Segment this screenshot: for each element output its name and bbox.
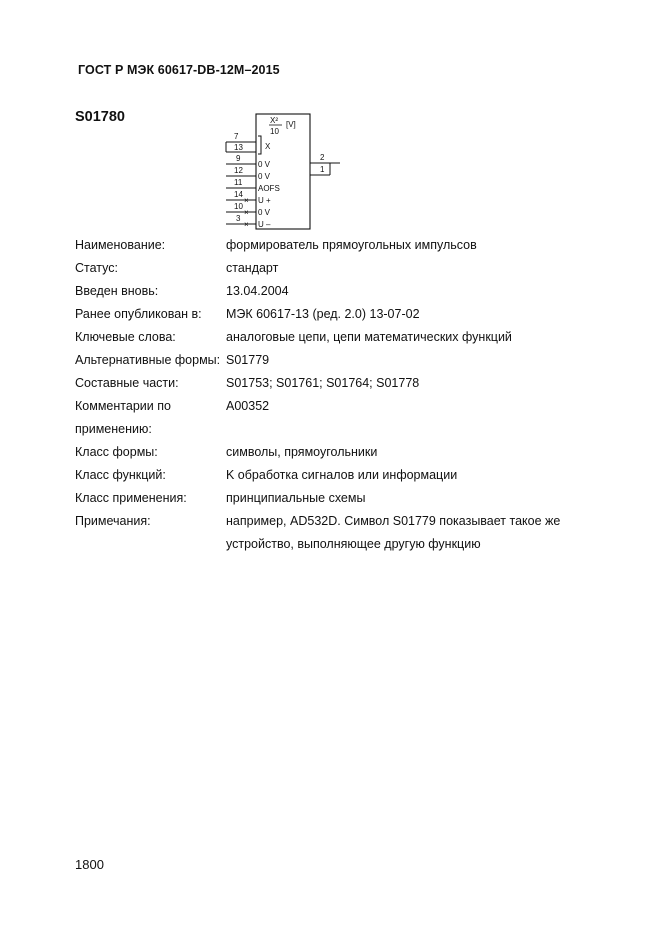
property-value: K обработка сигналов или информации <box>226 468 458 482</box>
property-label: Класс формы: <box>75 445 158 459</box>
property-row <box>75 487 595 510</box>
symbol-diagram <box>224 112 344 232</box>
pin-7: 7 <box>234 132 239 141</box>
property-row <box>75 303 595 326</box>
inner-label-aofs: AOFS <box>258 184 280 193</box>
property-label: Класс функций: <box>75 468 166 482</box>
page-number: 1800 <box>75 857 104 872</box>
pin-10: 10 <box>234 202 243 211</box>
property-label: Введен вновь: <box>75 284 159 298</box>
property-label: Наименование: <box>75 238 166 252</box>
x-mark-1: × <box>244 196 249 205</box>
inner-label-u-plus: U + <box>258 196 271 205</box>
property-value: стандарт <box>226 261 279 275</box>
symbol-code: S01780 <box>75 109 125 125</box>
inner-label-0v-1: 0 V <box>258 160 271 169</box>
property-label: Ключевые слова: <box>75 330 176 344</box>
property-row <box>75 257 595 280</box>
pin-12: 12 <box>234 166 243 175</box>
pin-11: 11 <box>234 178 243 187</box>
pin-9: 9 <box>236 154 241 163</box>
property-label: Комментарии по применению: <box>75 399 171 436</box>
property-value: S01753; S01761; S01764; S01778 <box>226 376 420 390</box>
pin-2: 2 <box>320 153 325 162</box>
property-row <box>75 349 595 372</box>
pin-14: 14 <box>234 190 243 199</box>
property-label: Класс применения: <box>75 491 187 505</box>
pin-3: 3 <box>236 214 241 223</box>
symbol-top-unit: [V] <box>286 120 296 129</box>
inner-label-x: X <box>265 142 271 151</box>
property-label: Ранее опубликован в: <box>75 307 202 321</box>
property-value: принципиальные схемы <box>226 491 366 505</box>
property-row <box>75 234 595 257</box>
property-label: Примечания: <box>75 514 151 528</box>
property-label: Составные части: <box>75 376 179 390</box>
property-value: например, AD532D. Символ S01779 показывает такое же устройство, выполняющее другую функцию <box>226 514 561 551</box>
symbol-top-number: 10 <box>270 127 279 136</box>
x-mark-3: × <box>244 220 249 229</box>
pin-13: 13 <box>234 143 243 152</box>
property-value: МЭК 60617-13 (ред. 2.0) 13-07-02 <box>226 307 420 321</box>
inner-label-u-minus: U – <box>258 220 271 229</box>
pin-1: 1 <box>320 165 325 174</box>
property-row <box>75 280 595 303</box>
document-header: ГОСТ Р МЭК 60617-DB-12M–2015 <box>78 63 280 77</box>
inner-label-0v-3: 0 V <box>258 208 271 217</box>
x-mark-2: × <box>244 208 249 217</box>
property-row <box>75 326 595 349</box>
property-value: A00352 <box>226 399 270 413</box>
symbol-top-label: X² <box>270 116 278 125</box>
property-value: 13.04.2004 <box>226 284 289 298</box>
property-row <box>75 510 595 556</box>
properties-table <box>75 234 595 556</box>
property-row <box>75 464 595 487</box>
property-label: Альтернативные формы: <box>75 353 221 367</box>
property-row <box>75 372 595 395</box>
property-row <box>75 441 595 464</box>
property-value: S01779 <box>226 353 270 367</box>
property-value: символы, прямоугольники <box>226 445 378 459</box>
inner-label-0v-2: 0 V <box>258 172 271 181</box>
property-value: формирователь прямоугольных импульсов <box>226 238 477 252</box>
property-row <box>75 395 595 441</box>
property-value: аналоговые цепи, цепи математических функций <box>226 330 512 344</box>
property-label: Статус: <box>75 261 118 275</box>
